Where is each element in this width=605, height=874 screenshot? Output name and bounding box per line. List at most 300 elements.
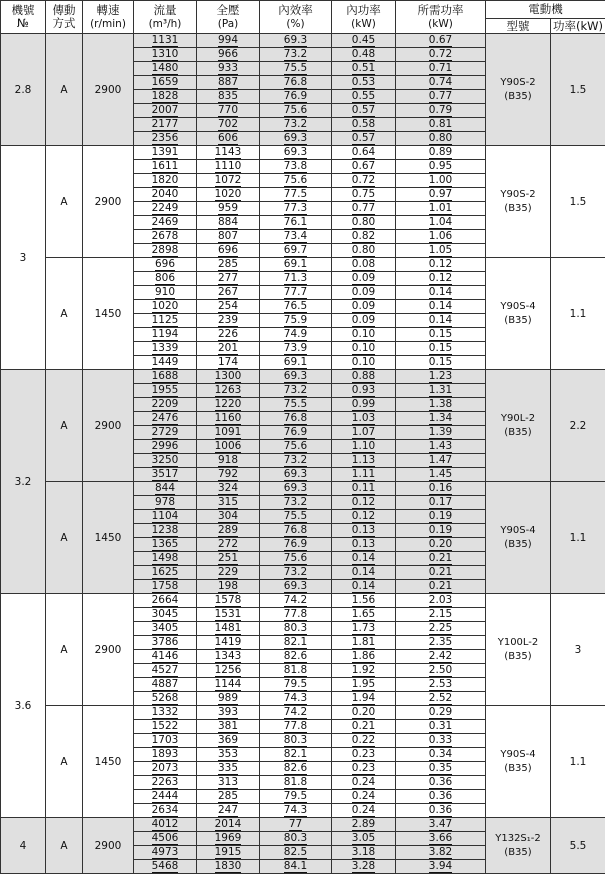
efficiency-cell: 69.3 [260, 132, 332, 146]
required-power-cell: 0.71 [396, 62, 486, 76]
motor-model: Y90S-2 [486, 76, 550, 90]
efficiency-cell: 69.3 [260, 146, 332, 160]
flow-cell: 2209 [134, 398, 197, 412]
header-drive: 傳動 方式 [46, 1, 83, 34]
table-row [1, 34, 605, 48]
header-motor-power: 功率(kW) [551, 19, 605, 34]
motor-power-cell: 2.2 [551, 370, 605, 482]
flow-cell: 806 [134, 272, 197, 286]
pressure-cell: 1143 [197, 146, 260, 160]
pressure-cell: 1300 [197, 370, 260, 384]
flow-cell: 4506 [134, 832, 197, 846]
pressure-cell: 201 [197, 342, 260, 356]
required-power-cell: 1.47 [396, 454, 486, 468]
pressure-cell: 1531 [197, 608, 260, 622]
inner-power-cell: 0.13 [332, 538, 396, 552]
efficiency-cell: 73.2 [260, 48, 332, 62]
speed-cell: 1450 [83, 706, 134, 818]
required-power-cell: 0.15 [396, 342, 486, 356]
pressure-cell: 1481 [197, 622, 260, 636]
efficiency-cell: 69.1 [260, 258, 332, 272]
inner-power-cell: 0.12 [332, 496, 396, 510]
required-power-cell: 2.52 [396, 692, 486, 706]
required-power-cell: 0.19 [396, 524, 486, 538]
motor-model: Y90L-2 [486, 412, 550, 426]
inner-power-cell: 1.73 [332, 622, 396, 636]
motor-mount: (B35) [486, 538, 550, 552]
motor-model: Y90S-4 [486, 524, 550, 538]
inner-power-cell: 0.22 [332, 734, 396, 748]
table-header [1, 1, 605, 34]
speed-cell: 2900 [83, 370, 134, 482]
inner-power-cell: 0.24 [332, 776, 396, 790]
efficiency-cell: 75.6 [260, 440, 332, 454]
pressure-cell: 994 [197, 34, 260, 48]
motor-power-cell: 3 [551, 594, 605, 706]
motor-mount: (B35) [486, 202, 550, 216]
motor-type-cell [486, 370, 551, 482]
pressure-cell: 770 [197, 104, 260, 118]
flow-cell: 2996 [134, 440, 197, 454]
flow-cell: 1310 [134, 48, 197, 62]
inner-power-cell: 0.58 [332, 118, 396, 132]
flow-cell: 1125 [134, 314, 197, 328]
motor-mount: (B35) [486, 762, 550, 776]
required-power-cell: 1.01 [396, 202, 486, 216]
required-power-cell: 0.97 [396, 188, 486, 202]
pressure-cell: 289 [197, 524, 260, 538]
header-efficiency: 內效率 (%) [260, 1, 332, 34]
inner-power-cell: 3.05 [332, 832, 396, 846]
motor-model: Y90S-2 [486, 188, 550, 202]
flow-cell: 1828 [134, 90, 197, 104]
efficiency-cell: 77.5 [260, 188, 332, 202]
required-power-cell: 1.04 [396, 216, 486, 230]
required-power-cell: 0.77 [396, 90, 486, 104]
required-power-cell: 0.72 [396, 48, 486, 62]
efficiency-cell: 73.2 [260, 566, 332, 580]
efficiency-cell: 75.6 [260, 174, 332, 188]
flow-cell: 2476 [134, 412, 197, 426]
inner-power-cell: 0.57 [332, 104, 396, 118]
required-power-cell: 0.21 [396, 552, 486, 566]
pressure-cell: 1256 [197, 664, 260, 678]
inner-power-cell: 0.99 [332, 398, 396, 412]
header-inner-power: 內功率 (kW) [332, 1, 396, 34]
pressure-cell: 247 [197, 804, 260, 818]
required-power-cell: 0.20 [396, 538, 486, 552]
inner-power-cell: 0.64 [332, 146, 396, 160]
pressure-cell: 393 [197, 706, 260, 720]
pressure-cell: 353 [197, 748, 260, 762]
header-flow: 流量 (m³/h) [134, 1, 197, 34]
inner-power-cell: 1.03 [332, 412, 396, 426]
pressure-cell: 933 [197, 62, 260, 76]
inner-power-cell: 3.28 [332, 860, 396, 874]
pressure-cell: 1020 [197, 188, 260, 202]
efficiency-cell: 76.9 [260, 90, 332, 104]
inner-power-cell: 0.14 [332, 580, 396, 594]
pressure-cell: 277 [197, 272, 260, 286]
flow-cell: 1703 [134, 734, 197, 748]
efficiency-cell: 75.5 [260, 398, 332, 412]
efficiency-cell: 69.3 [260, 370, 332, 384]
efficiency-cell: 71.3 [260, 272, 332, 286]
motor-power-cell: 1.5 [551, 34, 605, 146]
inner-power-cell: 0.88 [332, 370, 396, 384]
table-row [1, 706, 605, 720]
drive-cell: A [46, 818, 83, 874]
inner-power-cell: 0.09 [332, 272, 396, 286]
pressure-cell: 226 [197, 328, 260, 342]
flow-cell: 1688 [134, 370, 197, 384]
flow-cell: 1498 [134, 552, 197, 566]
flow-cell: 2040 [134, 188, 197, 202]
pressure-cell: 1144 [197, 678, 260, 692]
efficiency-cell: 69.3 [260, 34, 332, 48]
inner-power-cell: 0.80 [332, 244, 396, 258]
motor-mount: (B35) [486, 426, 550, 440]
efficiency-cell: 74.3 [260, 804, 332, 818]
header-speed: 轉速 (r/min) [83, 1, 134, 34]
pressure-cell: 285 [197, 790, 260, 804]
inner-power-cell: 1.94 [332, 692, 396, 706]
pressure-cell: 267 [197, 286, 260, 300]
efficiency-cell: 76.5 [260, 300, 332, 314]
efficiency-cell: 81.8 [260, 664, 332, 678]
motor-type-cell [486, 258, 551, 370]
required-power-cell: 0.89 [396, 146, 486, 160]
inner-power-cell: 1.65 [332, 608, 396, 622]
motor-type-cell [486, 34, 551, 146]
flow-cell: 1238 [134, 524, 197, 538]
inner-power-cell: 0.09 [332, 286, 396, 300]
pressure-cell: 1110 [197, 160, 260, 174]
pressure-cell: 369 [197, 734, 260, 748]
required-power-cell: 1.45 [396, 468, 486, 482]
drive-cell: A [46, 482, 83, 594]
pressure-cell: 254 [197, 300, 260, 314]
motor-power-cell: 1.5 [551, 146, 605, 258]
model-number-cell: 3.2 [1, 370, 46, 594]
flow-cell: 2664 [134, 594, 197, 608]
drive-cell: A [46, 594, 83, 706]
inner-power-cell: 0.55 [332, 90, 396, 104]
motor-model: Y100L-2 [486, 636, 550, 650]
inner-power-cell: 0.08 [332, 258, 396, 272]
flow-cell: 5468 [134, 860, 197, 874]
pressure-cell: 884 [197, 216, 260, 230]
flow-cell: 1893 [134, 748, 197, 762]
required-power-cell: 0.21 [396, 566, 486, 580]
pressure-cell: 1578 [197, 594, 260, 608]
inner-power-cell: 0.23 [332, 762, 396, 776]
flow-cell: 1365 [134, 538, 197, 552]
efficiency-cell: 75.5 [260, 62, 332, 76]
flow-cell: 2729 [134, 426, 197, 440]
efficiency-cell: 75.6 [260, 104, 332, 118]
required-power-cell: 1.23 [396, 370, 486, 384]
required-power-cell: 1.31 [396, 384, 486, 398]
required-power-cell: 0.29 [396, 706, 486, 720]
flow-cell: 5268 [134, 692, 197, 706]
motor-mount: (B35) [486, 846, 550, 860]
required-power-cell: 0.67 [396, 34, 486, 48]
required-power-cell: 0.36 [396, 790, 486, 804]
pressure-cell: 1091 [197, 426, 260, 440]
pressure-cell: 1220 [197, 398, 260, 412]
efficiency-cell: 69.1 [260, 356, 332, 370]
flow-cell: 1659 [134, 76, 197, 90]
motor-mount: (B35) [486, 650, 550, 664]
pressure-cell: 1419 [197, 636, 260, 650]
pressure-cell: 918 [197, 454, 260, 468]
required-power-cell: 1.06 [396, 230, 486, 244]
flow-cell: 1955 [134, 384, 197, 398]
motor-model: Y90S-4 [486, 748, 550, 762]
pressure-cell: 966 [197, 48, 260, 62]
inner-power-cell: 0.14 [332, 552, 396, 566]
required-power-cell: 0.12 [396, 272, 486, 286]
efficiency-cell: 82.6 [260, 650, 332, 664]
flow-cell: 2263 [134, 776, 197, 790]
required-power-cell: 3.94 [396, 860, 486, 874]
flow-cell: 1625 [134, 566, 197, 580]
pressure-cell: 1969 [197, 832, 260, 846]
table-body [1, 34, 605, 874]
pressure-cell: 198 [197, 580, 260, 594]
inner-power-cell: 1.13 [332, 454, 396, 468]
efficiency-cell: 82.6 [260, 762, 332, 776]
drive-cell: A [46, 370, 83, 482]
inner-power-cell: 1.92 [332, 664, 396, 678]
inner-power-cell: 2.89 [332, 818, 396, 832]
speed-cell: 1450 [83, 258, 134, 370]
efficiency-cell: 77.3 [260, 202, 332, 216]
flow-cell: 3517 [134, 468, 197, 482]
required-power-cell: 1.00 [396, 174, 486, 188]
header-motor: 電動機 [486, 1, 605, 19]
pressure-cell: 251 [197, 552, 260, 566]
flow-cell: 4146 [134, 650, 197, 664]
drive-cell: A [46, 146, 83, 258]
drive-cell: A [46, 34, 83, 146]
required-power-cell: 3.66 [396, 832, 486, 846]
flow-cell: 1131 [134, 34, 197, 48]
required-power-cell: 0.15 [396, 328, 486, 342]
efficiency-cell: 73.2 [260, 496, 332, 510]
speed-cell: 1450 [83, 482, 134, 594]
pressure-cell: 315 [197, 496, 260, 510]
inner-power-cell: 0.10 [332, 342, 396, 356]
speed-cell: 2900 [83, 594, 134, 706]
required-power-cell: 1.43 [396, 440, 486, 454]
required-power-cell: 0.19 [396, 510, 486, 524]
pressure-cell: 1343 [197, 650, 260, 664]
inner-power-cell: 0.09 [332, 300, 396, 314]
inner-power-cell: 0.13 [332, 524, 396, 538]
flow-cell: 1480 [134, 62, 197, 76]
required-power-cell: 2.03 [396, 594, 486, 608]
inner-power-cell: 0.10 [332, 356, 396, 370]
model-number-cell: 3 [1, 146, 46, 370]
table-row [1, 146, 605, 160]
pressure-cell: 887 [197, 76, 260, 90]
required-power-cell: 0.14 [396, 314, 486, 328]
flow-cell: 910 [134, 286, 197, 300]
pressure-cell: 1915 [197, 846, 260, 860]
pressure-cell: 381 [197, 720, 260, 734]
pressure-cell: 835 [197, 90, 260, 104]
inner-power-cell: 1.07 [332, 426, 396, 440]
motor-model: Y90S-4 [486, 300, 550, 314]
required-power-cell: 1.38 [396, 398, 486, 412]
pressure-cell: 2014 [197, 818, 260, 832]
inner-power-cell: 1.11 [332, 468, 396, 482]
efficiency-cell: 81.8 [260, 776, 332, 790]
efficiency-cell: 69.3 [260, 580, 332, 594]
flow-cell: 2469 [134, 216, 197, 230]
pressure-cell: 807 [197, 230, 260, 244]
efficiency-cell: 69.3 [260, 468, 332, 482]
inner-power-cell: 0.24 [332, 804, 396, 818]
efficiency-cell: 80.3 [260, 622, 332, 636]
flow-cell: 1332 [134, 706, 197, 720]
motor-power-cell: 1.1 [551, 482, 605, 594]
efficiency-cell: 79.5 [260, 678, 332, 692]
required-power-cell: 2.42 [396, 650, 486, 664]
motor-type-cell [486, 146, 551, 258]
efficiency-cell: 82.1 [260, 636, 332, 650]
flow-cell: 3045 [134, 608, 197, 622]
flow-cell: 3250 [134, 454, 197, 468]
efficiency-cell: 73.4 [260, 230, 332, 244]
required-power-cell: 0.74 [396, 76, 486, 90]
inner-power-cell: 0.82 [332, 230, 396, 244]
flow-cell: 1611 [134, 160, 197, 174]
inner-power-cell: 0.51 [332, 62, 396, 76]
inner-power-cell: 1.56 [332, 594, 396, 608]
flow-cell: 4527 [134, 664, 197, 678]
flow-cell: 3786 [134, 636, 197, 650]
required-power-cell: 2.25 [396, 622, 486, 636]
required-power-cell: 2.35 [396, 636, 486, 650]
required-power-cell: 0.33 [396, 734, 486, 748]
inner-power-cell: 0.80 [332, 216, 396, 230]
inner-power-cell: 0.12 [332, 510, 396, 524]
motor-type-cell [486, 482, 551, 594]
motor-model: Y132S₁-2 [486, 832, 550, 846]
inner-power-cell: 0.14 [332, 566, 396, 580]
inner-power-cell: 0.93 [332, 384, 396, 398]
efficiency-cell: 73.9 [260, 342, 332, 356]
required-power-cell: 2.15 [396, 608, 486, 622]
inner-power-cell: 0.21 [332, 720, 396, 734]
pressure-cell: 1263 [197, 384, 260, 398]
flow-cell: 2073 [134, 762, 197, 776]
pressure-cell: 702 [197, 118, 260, 132]
drive-cell: A [46, 706, 83, 818]
flow-cell: 4887 [134, 678, 197, 692]
pressure-cell: 1006 [197, 440, 260, 454]
efficiency-cell: 73.2 [260, 384, 332, 398]
efficiency-cell: 74.2 [260, 594, 332, 608]
required-power-cell: 0.14 [396, 300, 486, 314]
motor-type-cell [486, 706, 551, 818]
motor-mount: (B35) [486, 314, 550, 328]
flow-cell: 1522 [134, 720, 197, 734]
header-pressure: 全壓 (Pa) [197, 1, 260, 34]
header-model-no: 機號 № [1, 1, 46, 34]
pressure-cell: 335 [197, 762, 260, 776]
efficiency-cell: 74.9 [260, 328, 332, 342]
flow-cell: 2356 [134, 132, 197, 146]
flow-cell: 1194 [134, 328, 197, 342]
efficiency-cell: 73.2 [260, 118, 332, 132]
pressure-cell: 313 [197, 776, 260, 790]
efficiency-cell: 77 [260, 818, 332, 832]
flow-cell: 1449 [134, 356, 197, 370]
required-power-cell: 0.36 [396, 776, 486, 790]
inner-power-cell: 0.10 [332, 328, 396, 342]
pressure-cell: 285 [197, 258, 260, 272]
inner-power-cell: 0.11 [332, 482, 396, 496]
inner-power-cell: 0.23 [332, 748, 396, 762]
required-power-cell: 0.12 [396, 258, 486, 272]
header-required-power: 所需功率 (kW) [396, 1, 486, 34]
pressure-cell: 606 [197, 132, 260, 146]
pressure-cell: 1072 [197, 174, 260, 188]
efficiency-cell: 76.8 [260, 412, 332, 426]
efficiency-cell: 84.1 [260, 860, 332, 874]
efficiency-cell: 74.2 [260, 706, 332, 720]
flow-cell: 3405 [134, 622, 197, 636]
table-row [1, 594, 605, 608]
required-power-cell: 3.82 [396, 846, 486, 860]
flow-cell: 4012 [134, 818, 197, 832]
pressure-cell: 1830 [197, 860, 260, 874]
inner-power-cell: 0.24 [332, 790, 396, 804]
efficiency-cell: 76.8 [260, 76, 332, 90]
pressure-cell: 239 [197, 314, 260, 328]
required-power-cell: 0.36 [396, 804, 486, 818]
table-row [1, 370, 605, 384]
flow-cell: 1758 [134, 580, 197, 594]
efficiency-cell: 80.3 [260, 832, 332, 846]
pressure-cell: 1160 [197, 412, 260, 426]
flow-cell: 4973 [134, 846, 197, 860]
motor-power-cell: 1.1 [551, 706, 605, 818]
efficiency-cell: 69.7 [260, 244, 332, 258]
inner-power-cell: 0.67 [332, 160, 396, 174]
flow-cell: 1104 [134, 510, 197, 524]
efficiency-cell: 77.8 [260, 608, 332, 622]
efficiency-cell: 76.9 [260, 426, 332, 440]
flow-cell: 844 [134, 482, 197, 496]
flow-cell: 1391 [134, 146, 197, 160]
inner-power-cell: 0.72 [332, 174, 396, 188]
inner-power-cell: 1.81 [332, 636, 396, 650]
flow-cell: 2007 [134, 104, 197, 118]
required-power-cell: 0.35 [396, 762, 486, 776]
table-row [1, 818, 605, 832]
required-power-cell: 0.14 [396, 286, 486, 300]
efficiency-cell: 75.9 [260, 314, 332, 328]
table-row [1, 482, 605, 496]
required-power-cell: 0.15 [396, 356, 486, 370]
model-number-cell: 2.8 [1, 34, 46, 146]
inner-power-cell: 0.09 [332, 314, 396, 328]
